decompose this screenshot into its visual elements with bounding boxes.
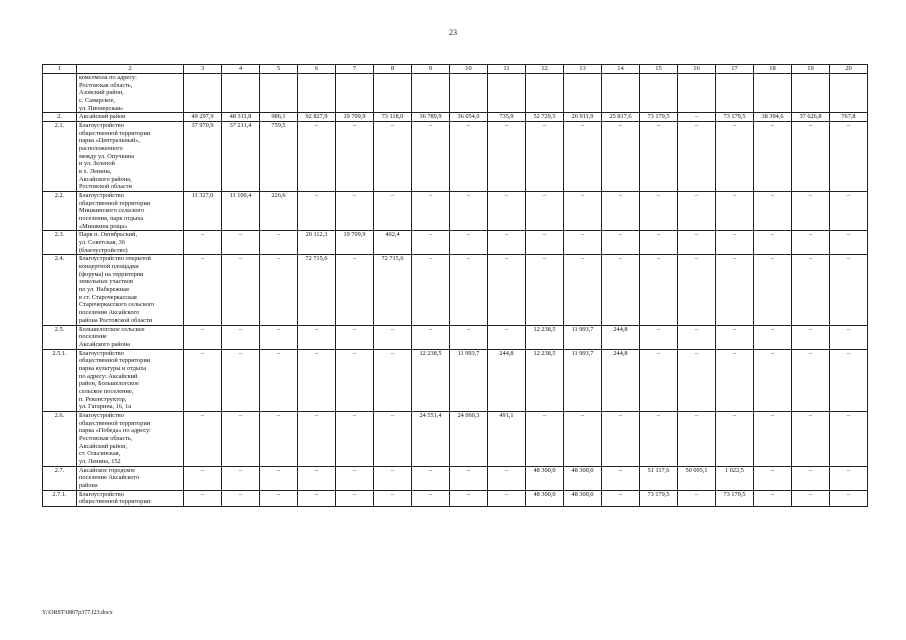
value-cell: –: [374, 411, 412, 466]
value-cell: 767,8: [830, 113, 868, 122]
value-cell: 11 993,7: [450, 349, 488, 411]
value-cell: –: [792, 192, 830, 231]
value-cell: 37 211,4: [222, 122, 260, 192]
value-cell: –: [792, 325, 830, 349]
value-cell: –: [792, 490, 830, 506]
value-cell: –: [374, 192, 412, 231]
row-name: Благоустройство открытой концертной площадки (форума) на территории земельных участков по ул. Набережная в ст. Старочеркасская Старочеркасского сельского поселения Аксайского района Ростовской области: [77, 255, 184, 325]
value-cell: –: [678, 122, 716, 192]
row-name: Благоустройство общественной территории:: [77, 490, 184, 506]
value-cell: [450, 74, 488, 113]
row-name: Аксайский район: [77, 113, 184, 122]
value-cell: –: [678, 411, 716, 466]
value-cell: [184, 74, 222, 113]
value-cell: –: [488, 325, 526, 349]
footer-file-path: Y:\ORST\0807p377.f23.docx: [42, 610, 113, 616]
value-cell: [602, 74, 640, 113]
value-cell: –: [830, 231, 868, 255]
value-cell: [298, 74, 336, 113]
row-name: Парк п. Октябрьский, ул. Советская, 36 (благоустройство): [77, 231, 184, 255]
value-cell: –: [184, 325, 222, 349]
value-cell: –: [526, 122, 564, 192]
row-number: 2.: [43, 113, 77, 122]
value-cell: 73 179,5: [716, 113, 754, 122]
value-cell: 38 394,6: [754, 113, 792, 122]
value-cell: –: [374, 349, 412, 411]
value-cell: –: [830, 349, 868, 411]
value-cell: 244,8: [602, 325, 640, 349]
value-cell: 12 238,5: [526, 325, 564, 349]
value-cell: –: [716, 122, 754, 192]
column-number: 2: [77, 65, 184, 74]
value-cell: –: [336, 192, 374, 231]
value-cell: –: [640, 255, 678, 325]
column-number: 16: [678, 65, 716, 74]
value-cell: –: [754, 349, 792, 411]
value-cell: –: [488, 192, 526, 231]
value-cell: –: [716, 255, 754, 325]
value-cell: –: [488, 255, 526, 325]
value-cell: 12 238,5: [526, 349, 564, 411]
value-cell: [678, 74, 716, 113]
table-row: [43, 113, 868, 122]
value-cell: –: [488, 466, 526, 490]
value-cell: –: [754, 122, 792, 192]
column-number: 10: [450, 65, 488, 74]
value-cell: –: [222, 490, 260, 506]
column-number: 18: [754, 65, 792, 74]
value-cell: 37 626,8: [792, 113, 830, 122]
value-cell: 226,6: [260, 192, 298, 231]
value-cell: –: [488, 231, 526, 255]
value-cell: –: [754, 192, 792, 231]
value-cell: –: [260, 231, 298, 255]
value-cell: –: [678, 231, 716, 255]
value-cell: 11 993,7: [564, 349, 602, 411]
value-cell: –: [640, 192, 678, 231]
budget-table: [42, 64, 868, 507]
table-row: [43, 122, 868, 192]
value-cell: –: [374, 122, 412, 192]
value-cell: –: [450, 255, 488, 325]
value-cell: –: [184, 255, 222, 325]
value-cell: –: [412, 325, 450, 349]
value-cell: –: [716, 325, 754, 349]
value-cell: –: [602, 122, 640, 192]
value-cell: –: [678, 255, 716, 325]
value-cell: –: [830, 411, 868, 466]
value-cell: –: [450, 192, 488, 231]
row-number: 2.6.: [43, 411, 77, 466]
row-name: Благоустройство общественной территории Мишкинского сельского поселения, парк отдыха «Мишкина роща»: [77, 192, 184, 231]
value-cell: 48 311,8: [222, 113, 260, 122]
value-cell: –: [564, 122, 602, 192]
value-cell: –: [222, 325, 260, 349]
value-cell: –: [564, 411, 602, 466]
value-cell: –: [754, 490, 792, 506]
row-name: Благоустройство общественной территории парка «Центральный», расположенного между ул. Опучкина и ул. Зеленой в х. Ленина, Аксайского района, Ростовской области: [77, 122, 184, 192]
value-cell: –: [298, 192, 336, 231]
value-cell: 48 300,0: [564, 466, 602, 490]
value-cell: –: [792, 231, 830, 255]
value-cell: –: [260, 325, 298, 349]
column-number: 11: [488, 65, 526, 74]
value-cell: –: [298, 122, 336, 192]
row-number: 2.4.: [43, 255, 77, 325]
value-cell: –: [602, 231, 640, 255]
value-cell: –: [830, 192, 868, 231]
value-cell: 244,8: [488, 349, 526, 411]
value-cell: –: [374, 466, 412, 490]
table-row: [43, 466, 868, 490]
value-cell: –: [602, 192, 640, 231]
value-cell: –: [754, 325, 792, 349]
value-cell: –: [602, 411, 640, 466]
row-number: 2.7.1.: [43, 490, 77, 506]
table-row: [43, 192, 868, 231]
value-cell: 24 551,4: [412, 411, 450, 466]
column-number: 17: [716, 65, 754, 74]
column-number: 15: [640, 65, 678, 74]
value-cell: [260, 74, 298, 113]
column-number: 12: [526, 65, 564, 74]
value-cell: –: [298, 466, 336, 490]
column-number: 13: [564, 65, 602, 74]
table-row: [43, 349, 868, 411]
row-number: 2.3.: [43, 231, 77, 255]
value-cell: –: [754, 255, 792, 325]
value-cell: –: [412, 490, 450, 506]
table-row: [43, 74, 868, 113]
column-number: 19: [792, 65, 830, 74]
value-cell: –: [336, 122, 374, 192]
value-cell: 19 709,9: [336, 231, 374, 255]
value-cell: –: [640, 349, 678, 411]
value-cell: –: [222, 255, 260, 325]
value-cell: 11 100,4: [222, 192, 260, 231]
value-cell: [526, 74, 564, 113]
value-cell: –: [298, 490, 336, 506]
value-cell: –: [450, 325, 488, 349]
value-cell: –: [792, 349, 830, 411]
value-cell: –: [184, 466, 222, 490]
column-number: 1: [43, 65, 77, 74]
value-cell: –: [830, 466, 868, 490]
value-cell: –: [260, 466, 298, 490]
value-cell: 491,1: [488, 411, 526, 466]
value-cell: –: [792, 466, 830, 490]
value-cell: 48 300,0: [526, 490, 564, 506]
value-cell: –: [450, 231, 488, 255]
value-cell: –: [526, 255, 564, 325]
value-cell: –: [640, 411, 678, 466]
page-number: 23: [449, 28, 457, 37]
value-cell: 19 709,9: [336, 113, 374, 122]
value-cell: –: [222, 466, 260, 490]
value-cell: –: [792, 411, 830, 466]
column-number: 14: [602, 65, 640, 74]
value-cell: 92 827,9: [298, 113, 336, 122]
value-cell: –: [564, 231, 602, 255]
value-cell: 73 179,5: [640, 113, 678, 122]
value-cell: 24 060,3: [450, 411, 488, 466]
value-cell: 49 297,9: [184, 113, 222, 122]
value-cell: –: [298, 411, 336, 466]
value-cell: 20 112,3: [298, 231, 336, 255]
value-cell: –: [184, 349, 222, 411]
value-cell: 73 179,5: [716, 490, 754, 506]
value-cell: –: [374, 490, 412, 506]
value-cell: [336, 74, 374, 113]
value-cell: [222, 74, 260, 113]
value-cell: –: [374, 325, 412, 349]
column-number: 20: [830, 65, 868, 74]
value-cell: –: [450, 490, 488, 506]
column-number-row: [43, 65, 868, 74]
value-cell: [564, 74, 602, 113]
value-cell: 36 054,0: [450, 113, 488, 122]
value-cell: [716, 74, 754, 113]
value-cell: –: [602, 466, 640, 490]
row-name: Большелогское сельское поселение Аксайского района: [77, 325, 184, 349]
value-cell: –: [222, 349, 260, 411]
value-cell: –: [716, 349, 754, 411]
column-number: 3: [184, 65, 222, 74]
value-cell: –: [336, 255, 374, 325]
row-name: Благоустройство общественной территории парка «Победа» по адресу: Ростовская область, Аксайский район, ст. Ольгинская, ул. Ленина, 152: [77, 411, 184, 466]
value-cell: –: [678, 113, 716, 122]
value-cell: –: [336, 490, 374, 506]
value-cell: 72 715,6: [374, 255, 412, 325]
value-cell: –: [184, 231, 222, 255]
value-cell: 1 022,5: [716, 466, 754, 490]
value-cell: 73 179,5: [640, 490, 678, 506]
value-cell: [412, 74, 450, 113]
value-cell: –: [678, 192, 716, 231]
value-cell: –: [488, 122, 526, 192]
value-cell: –: [260, 490, 298, 506]
value-cell: –: [336, 411, 374, 466]
value-cell: –: [526, 231, 564, 255]
row-number: 2.5.1.: [43, 349, 77, 411]
value-cell: 759,5: [260, 122, 298, 192]
value-cell: 73 118,0: [374, 113, 412, 122]
value-cell: –: [412, 255, 450, 325]
value-cell: –: [298, 349, 336, 411]
value-cell: –: [830, 490, 868, 506]
value-cell: –: [412, 466, 450, 490]
value-cell: –: [602, 490, 640, 506]
value-cell: –: [830, 255, 868, 325]
value-cell: –: [412, 122, 450, 192]
value-cell: 735,9: [488, 113, 526, 122]
value-cell: –: [526, 192, 564, 231]
value-cell: –: [260, 349, 298, 411]
value-cell: –: [602, 255, 640, 325]
value-cell: –: [412, 231, 450, 255]
value-cell: –: [716, 411, 754, 466]
row-number: [43, 74, 77, 113]
value-cell: –: [716, 231, 754, 255]
value-cell: 244,8: [602, 349, 640, 411]
value-cell: 402,4: [374, 231, 412, 255]
value-cell: 25 817,6: [602, 113, 640, 122]
value-cell: [488, 74, 526, 113]
table-row: [43, 231, 868, 255]
row-name: Аксайское городское поселение Аксайского района: [77, 466, 184, 490]
value-cell: –: [260, 411, 298, 466]
table-row: [43, 411, 868, 466]
table-row: [43, 325, 868, 349]
value-cell: –: [754, 411, 792, 466]
value-cell: –: [640, 122, 678, 192]
value-cell: 48 300,0: [564, 490, 602, 506]
value-cell: [792, 74, 830, 113]
value-cell: 50 095,1: [678, 466, 716, 490]
value-cell: –: [678, 349, 716, 411]
value-cell: –: [222, 411, 260, 466]
value-cell: –: [298, 325, 336, 349]
value-cell: –: [336, 466, 374, 490]
value-cell: [754, 74, 792, 113]
value-cell: –: [640, 231, 678, 255]
value-cell: 11 993,7: [564, 325, 602, 349]
value-cell: –: [792, 122, 830, 192]
column-number: 5: [260, 65, 298, 74]
value-cell: –: [222, 231, 260, 255]
value-cell: –: [830, 122, 868, 192]
value-cell: –: [792, 255, 830, 325]
value-cell: –: [640, 325, 678, 349]
table-row: [43, 490, 868, 506]
column-number: 4: [222, 65, 260, 74]
value-cell: 48 300,0: [526, 466, 564, 490]
value-cell: 37 970,9: [184, 122, 222, 192]
value-cell: –: [450, 466, 488, 490]
value-cell: –: [450, 122, 488, 192]
value-cell: –: [488, 490, 526, 506]
value-cell: 72 715,6: [298, 255, 336, 325]
value-cell: –: [830, 325, 868, 349]
value-cell: 12 238,5: [412, 349, 450, 411]
value-cell: –: [184, 411, 222, 466]
value-cell: –: [754, 466, 792, 490]
value-cell: –: [526, 411, 564, 466]
row-name: Благоустройство общественной территории парка культуры и отдыха по адресу: Аксайский район, Большелогское сельское поселение, п. Реконструктор, ул. Гагарина, 16, 1а: [77, 349, 184, 411]
value-cell: [640, 74, 678, 113]
value-cell: 52 729,5: [526, 113, 564, 122]
row-name: комсомола по адресу: Ростовская область, Азовский район, с. Самарское, ул. Пионерская»: [77, 74, 184, 113]
value-cell: –: [564, 255, 602, 325]
table-row: [43, 255, 868, 325]
value-cell: 36 789,9: [412, 113, 450, 122]
row-number: 2.1.: [43, 122, 77, 192]
value-cell: –: [336, 349, 374, 411]
value-cell: –: [754, 231, 792, 255]
row-number: 2.2.: [43, 192, 77, 231]
value-cell: –: [184, 490, 222, 506]
value-cell: –: [260, 255, 298, 325]
value-cell: –: [716, 192, 754, 231]
column-number: 7: [336, 65, 374, 74]
column-number: 9: [412, 65, 450, 74]
value-cell: 11 327,0: [184, 192, 222, 231]
value-cell: –: [678, 325, 716, 349]
column-number: 6: [298, 65, 336, 74]
value-cell: –: [412, 192, 450, 231]
value-cell: 986,1: [260, 113, 298, 122]
value-cell: [830, 74, 868, 113]
value-cell: –: [564, 192, 602, 231]
row-number: 2.5.: [43, 325, 77, 349]
value-cell: 51 117,6: [640, 466, 678, 490]
value-cell: –: [336, 325, 374, 349]
column-number: 8: [374, 65, 412, 74]
value-cell: –: [678, 490, 716, 506]
value-cell: 26 911,9: [564, 113, 602, 122]
row-number: 2.7.: [43, 466, 77, 490]
value-cell: [374, 74, 412, 113]
